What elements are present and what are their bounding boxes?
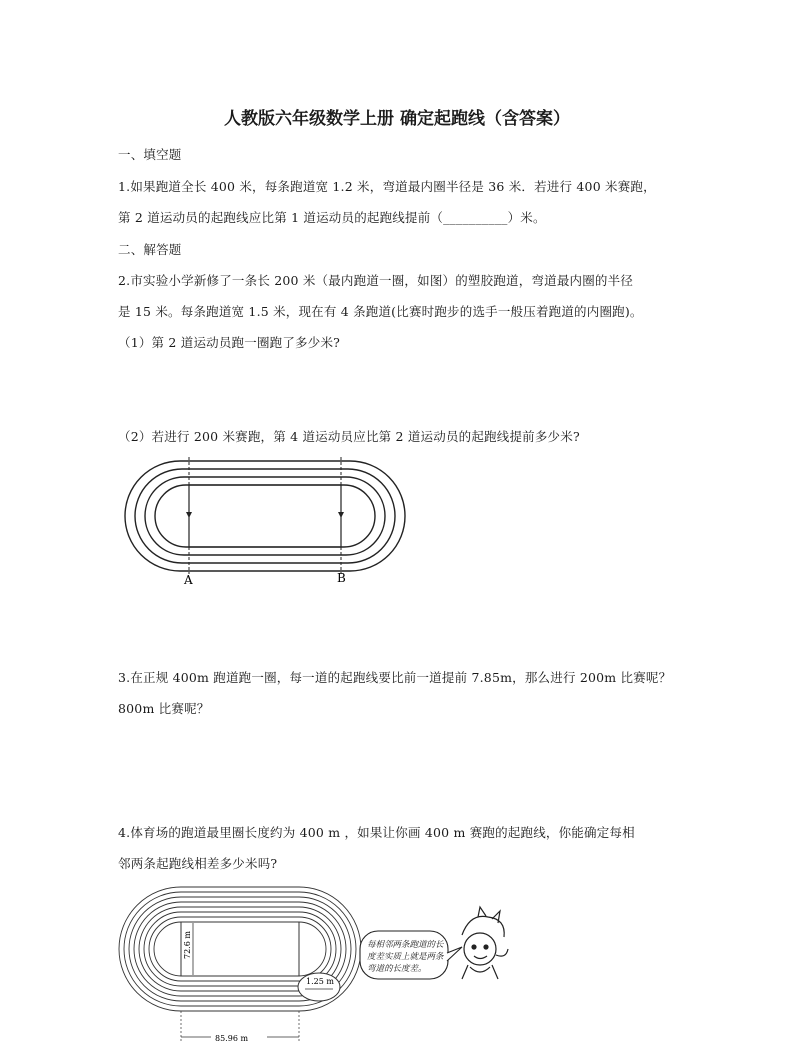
lane-width-label: 1.25 m [306,977,334,986]
question-1-line-2: 第 2 道运动员的起跑线应比第 1 道运动员的起跑线提前（__________）米。 [118,210,546,225]
question-2-line-2: 是 15 米。每条跑道宽 1.5 米，现在有 4 条跑道(比赛时跑步的选手一般压着跑道的内圈跑)。 [118,304,643,319]
question-3-line-1: 3.在正规 400m 跑道跑一圈，每一道的起跑线要比前一道提前 7.85m，那么进行 200m 比赛呢？ [118,670,672,685]
track-figure-2 [115,883,365,1045]
track-figure-1 [115,452,415,592]
bubble-line-1: 每相邻两条跑道的长 [367,940,444,950]
arrow-a-icon [186,512,192,518]
point-label-a: A [184,573,193,587]
track-lanes [125,461,405,571]
speech-bubble-tail [447,947,462,961]
kid-icon [462,907,508,979]
section-heading-answer: 二、解答题 [118,242,182,257]
question-2-sub-1: （1）第 2 道运动员跑一圈跑了多少米? [118,335,341,350]
question-4-line-2: 邻两条起跑线相差多少米吗? [118,856,278,871]
bubble-line-3: 弯道的长度差。 [367,964,427,974]
height-dimension-label: 72.6 m [183,931,192,959]
document-title: 人教版六年级数学上册 确定起跑线（含答案） [224,109,570,129]
width-dimension-label: 85.96 m [215,1034,249,1043]
arrow-b-icon [338,512,344,518]
section-heading-fill-blank: 一、填空题 [118,147,182,162]
question-4-line-1: 4.体育场的跑道最里圈长度约为 400 m ，如果让你画 400 m 赛跑的起跑线，你能确定每相 [118,825,635,840]
question-3-line-2: 800m 比赛呢？ [118,701,210,716]
point-label-b: B [337,571,346,585]
stadium-infield [181,922,299,976]
infield-rectangle [189,485,341,547]
question-2-sub-2: （2）若进行 200 米赛跑，第 4 道运动员应比第 2 道运动员的起跑线提前多少米? [118,429,580,444]
question-2-line-1: 2.市实验小学新修了一条长 200 米（最内跑道一圈，如图）的塑胶跑道，弯道最内圈的半径 [118,273,634,288]
question-1-line-1: 1.如果跑道全长 400 米，每条跑道宽 1.2 米，弯道最内圈半径是 36 米．若进行 400 米赛跑， [118,179,656,194]
bubble-line-2: 度差实质上就是两条 [367,952,444,962]
